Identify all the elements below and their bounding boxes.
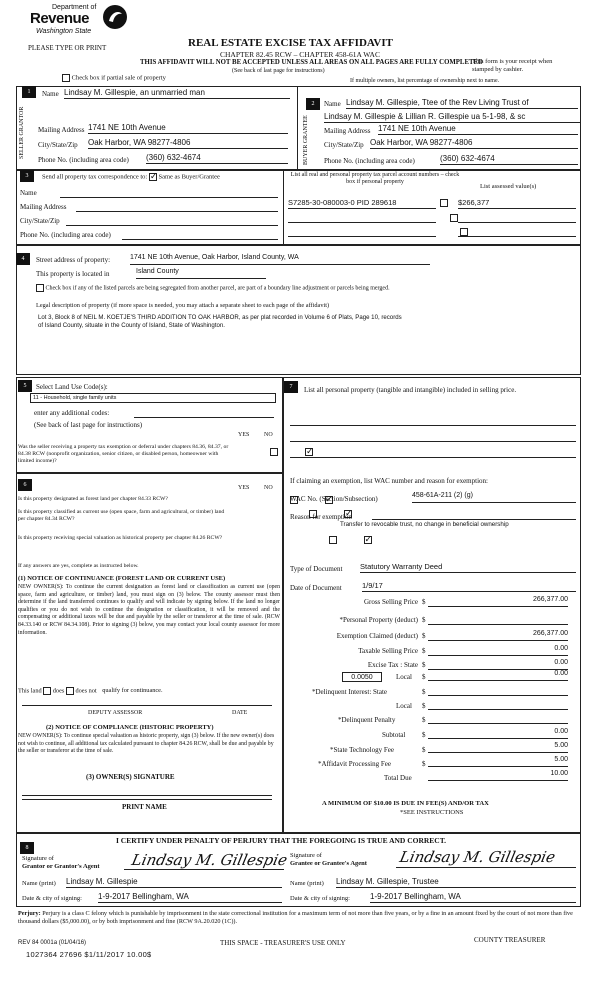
perjury-text: Perjury is a class C felony which is punishable by imprisonment in the state correctional institution for a maximum term of not more than five years, or by a fine in an amount fixed by the court of not more than five thousand dollars ($5,000.00), or by both imprisonment and fine (RCW 9A.20.020 (1C)). [18, 910, 573, 925]
same-as-buyer-checkbox[interactable] [149, 173, 157, 181]
grantee-sig-label1: Signature of [290, 852, 322, 859]
deputy-date-label: DATE [232, 710, 248, 716]
personal-property-line1[interactable] [290, 418, 576, 426]
exemption-claim-label: If claiming an exemption, list WAC number and reason for exemption: [290, 477, 488, 485]
grantor-print-name[interactable]: Lindsay M. Gillespie [66, 877, 282, 888]
tax-row-label: Taxable Selling Price [358, 647, 418, 655]
seller-phone-label: Phone No. (including area code) [38, 156, 129, 164]
total-value[interactable]: 10.00 [428, 770, 568, 781]
personal-property-note: List all personal property (tangible and intangible) included in selling price. [304, 386, 517, 394]
section-7-badge: 7 [284, 381, 298, 393]
current-use-question: Is this property classified as current use (open space, farm and agricultural, or timber) land per chapter 84.34 RCW? [18, 509, 225, 522]
seller-phone[interactable]: (360) 632-4674 [146, 153, 288, 164]
parcel-field-2[interactable] [288, 214, 436, 223]
tech-fee-currency: $ [422, 746, 426, 754]
subtotal-currency: $ [422, 731, 426, 739]
exemption-yes-checkbox[interactable] [270, 448, 278, 456]
certify-statement: I CERTIFY UNDER PENALTY OF PERJURY THAT THE FOREGOING IS TRUE AND CORRECT. [116, 836, 447, 845]
grantor-print-label: Name (print) [22, 880, 56, 887]
delinquent-penalty-currency: $ [422, 716, 426, 724]
local-currency: $ [422, 673, 426, 681]
buyer-address-label: Mailing Address [324, 127, 371, 135]
tax-row-currency: $ [422, 661, 426, 669]
buyer-name-label: Name [324, 100, 341, 108]
seller-name[interactable]: Lindsay M. Gillespie, an unmarried man [64, 88, 290, 99]
partial-sale-checkbox[interactable] [62, 74, 70, 82]
qualify-label: qualify for continuance. [102, 687, 163, 695]
additional-codes-label: enter any additional codes: [34, 409, 110, 417]
parcel-number[interactable]: S7285-30-080003-0 PID 289618 [288, 198, 436, 209]
delinquent-state-field[interactable] [428, 686, 568, 696]
assessed-field-2[interactable] [458, 214, 576, 223]
buyer-city[interactable]: Oak Harbor, WA 98277-4806 [370, 138, 578, 149]
seller-name-label: Name [42, 90, 59, 98]
owner-signature-label: (3) OWNER(S) SIGNATURE [86, 773, 175, 781]
property-county[interactable]: Island County [136, 268, 266, 279]
notice2-body: NEW OWNER(S): To continue special valuation as historic property, sign (3) below. If the new owner(s) does not wish to continue, all additional tax calculated pursuant to chapter 84.26 RCW, shall be due and payable by the seller or transferor at the time of sale. [18, 733, 275, 755]
forest-question: Is this property designated as forest land per chapter 84.33 RCW? [18, 496, 168, 502]
seller-city[interactable]: Oak Harbor, WA 98277-4806 [88, 138, 288, 149]
reason-line[interactable] [372, 511, 576, 520]
s6-yes-header: YES [238, 485, 250, 491]
grantee-sig-label2: Grantee or Grantee's Agent [290, 860, 367, 867]
does-not-checkbox[interactable] [66, 687, 74, 695]
grantee-signature: Lindsay M. Gillespie [398, 848, 557, 866]
delinquent-state-currency: $ [422, 688, 426, 696]
additional-codes-field[interactable] [134, 409, 274, 418]
delinquent-penalty-label: *Delinquent Penalty [338, 716, 396, 724]
owner-print-line[interactable] [22, 794, 272, 800]
tax-row-value[interactable] [428, 614, 568, 625]
form-warning: THIS AFFIDAVIT WILL NOT BE ACCEPTED UNLESS ALL AREAS ON ALL PAGES ARE FULLY COMPLETED [140, 59, 483, 66]
personal-property-line3[interactable] [290, 450, 576, 458]
personal-property-line2[interactable] [290, 434, 576, 442]
delinquent-local-field[interactable] [428, 700, 568, 710]
s3-phone-field[interactable] [122, 231, 278, 240]
tech-fee-label: *State Technology Fee [330, 746, 394, 754]
perjury-statement [18, 910, 580, 926]
segregated-label: Check box if any of the listed parcels are being segregated from another parcel, are part of a boundary line adjustment or parcels being merged. [45, 285, 390, 292]
section-3-badge: 3 [20, 170, 34, 182]
tech-fee-value[interactable]: 5.00 [428, 742, 568, 753]
buyer-name-line1[interactable]: Lindsay M. Gillespie, Ttee of the Rev Living Trust of [346, 98, 578, 109]
seller-side-label: SELLER GRANTOR [19, 106, 25, 160]
subtotal-label: Subtotal [382, 731, 406, 739]
local-value[interactable]: 0.00 [428, 670, 568, 681]
total-label: Total Due [384, 774, 412, 782]
form-number: REV 84 0001a (01/04/16) [18, 940, 87, 946]
parcel-personal-checkbox-1[interactable] [440, 199, 448, 207]
wac-label: WAC No. (Section/Subsection) [290, 495, 378, 503]
parcel-field-3[interactable] [288, 228, 436, 237]
section-8-badge: 8 [20, 842, 34, 854]
doc-type-label: Type of Document [290, 565, 343, 573]
s5-no-header: NO [264, 432, 273, 438]
tax-row-value[interactable]: 266,377.00 [428, 596, 568, 607]
seller-address[interactable]: 1741 NE 10th Avenue [88, 123, 288, 134]
send-correspondence-row [42, 173, 220, 181]
print-name-label: PRINT NAME [122, 803, 167, 811]
grantor-signature: Lindsay M. Gillespie [130, 851, 289, 869]
section-5-badge: 5 [18, 380, 32, 392]
section-4-badge: 4 [16, 253, 30, 265]
grantor-date-city[interactable]: 1-9-2017 Bellingham, WA [98, 892, 282, 903]
property-street[interactable]: 1741 NE 10th Avenue, Oak Harbor, Island County, WA [130, 254, 430, 265]
s3-city-field[interactable] [66, 217, 278, 226]
land-use-label: Select Land Use Code(s): [36, 383, 108, 391]
wac-number[interactable]: 458-61A-211 (2) (g) [412, 492, 576, 503]
grantee-date-label: Date & city of signing: [290, 895, 350, 902]
grantor-sig-label1: Signature of [22, 855, 54, 862]
grantee-print-name[interactable]: Lindsay M. Gillespie, Trustee [336, 877, 576, 888]
delinquent-penalty-field[interactable] [428, 714, 568, 724]
grantor-sig-label2: Grantor or Grantor's Agent [22, 863, 100, 870]
notice1-body: NEW OWNER(S): To continue the current designation as forest land or classification as current use (open space, farm and agriculture, or timber) land, you must sign on (3) below. The county assessor must then determine if the land transferred continues to qualify and will indicate by signing below. If the land no longer qualifies or you do not wish to continue the designation or classification, it will be removed and the compensating or additional taxes will be due and payable by the seller or transferor at the time of sale. (RCW 84.33.140 or RCW 84.34.108). Prior to signing (3) below, you may contact your local county assessor for more information. [18, 584, 280, 636]
treasurer-space-label: THIS SPACE - TREASURER'S USE ONLY [220, 939, 346, 947]
tax-row-label: Excise Tax : State [367, 661, 418, 669]
s3-city-label: City/State/Zip [20, 217, 60, 225]
delinquent-local-label: Local [396, 702, 412, 710]
s3-name-label: Name [20, 189, 37, 197]
s3-name-field[interactable] [60, 189, 278, 198]
multiple-owners-note: If multiple owners, list percentage of ownership next to name. [350, 78, 500, 84]
notice2-title: (2) NOTICE OF COMPLIANCE (HISTORIC PROPERTY) [46, 724, 214, 731]
continuance-row [18, 687, 163, 695]
seller-city-label: City/State/Zip [38, 141, 78, 149]
assessed-header: List assessed value(s) [480, 183, 537, 190]
local-rate[interactable]: 0.0050 [342, 672, 382, 682]
deputy-assessor-label: DEPUTY ASSESSOR [88, 710, 143, 716]
buyer-side-label: BUYER GRANTEE [303, 115, 309, 165]
tax-row-currency: $ [422, 647, 426, 655]
parcel-header: List all real and personal property tax parcel account numbers – check box if personal property [290, 172, 460, 185]
reason-label: Reason for exemption [290, 513, 352, 521]
dept-line2: Revenue [30, 10, 90, 27]
dept-line3: Washington State [36, 28, 92, 35]
s3-address-field[interactable] [76, 203, 278, 212]
affidavit-fee-currency: $ [422, 760, 426, 768]
tax-row-value[interactable]: 0.00 [428, 659, 568, 670]
tax-row-label: Gross Selling Price [363, 598, 418, 606]
grantor-date-label: Date & city of signing: [22, 895, 82, 902]
buyer-phone[interactable]: (360) 632-4674 [440, 154, 578, 165]
cashier-receipt-stamp: 1027364 27696 $1/11/2017 10.00$ [26, 950, 152, 959]
affidavit-fee-label: *Affidavit Processing Fee [318, 760, 391, 768]
legal-description-line1[interactable]: Lot 3, Block 8 of NEIL M. KOETJE'S THIRD ADDITION TO OAK HARBOR, as per plat recorded in Volume 6 of Plats, Page 10, records [38, 314, 402, 321]
s5-yes-header: YES [238, 432, 250, 438]
buyer-address[interactable]: 1741 NE 10th Avenue [378, 124, 578, 135]
delinquent-local-currency: $ [422, 702, 426, 710]
s6-no-header: NO [264, 485, 273, 491]
partial-sale-label: Check box if partial sale of property [71, 74, 166, 82]
doc-date[interactable]: 1/9/17 [362, 581, 576, 592]
tax-row-currency: $ [422, 598, 426, 606]
doc-type[interactable]: Statutory Warranty Deed [360, 562, 576, 573]
does-not-label: does not [75, 687, 97, 695]
parcel-personal-checkbox-2[interactable] [450, 214, 458, 222]
segregated-row [36, 284, 390, 292]
section-6-badge: 6 [18, 479, 32, 491]
historic-question: Is this property receiving special valuation as historical property per chapter 84.26 RCW? [18, 535, 223, 541]
section-2-badge: 2 [306, 98, 320, 110]
assessed-value[interactable]: $266,377 [458, 198, 576, 209]
tax-row-value[interactable]: 0.00 [428, 645, 568, 656]
delinquent-state-label: *Delinquent Interest: State [312, 688, 388, 696]
land-use-code-select[interactable]: 11 - Household, single family units [30, 393, 276, 403]
form-chapter: CHAPTER 82.45 RCW – CHAPTER 458-61A WAC [220, 50, 380, 59]
tax-row-label: Exemption Claimed (deduct) [336, 632, 418, 640]
any-yes-note: If any answers are yes, complete as instructed below. [18, 563, 139, 569]
partial-sale-row [62, 74, 166, 82]
reason-text[interactable]: Transfer to revocable trust, no change in beneficial ownership [340, 521, 509, 528]
does-checkbox[interactable] [43, 687, 51, 695]
buyer-city-label: City/State/Zip [324, 141, 364, 149]
please-type: PLEASE TYPE OR PRINT [28, 44, 107, 52]
exemption-question: Was the seller receiving a property tax exemption or deferral under chapters 84.36, 84.37, or 84.38 RCW (nonprofit organization, senior citizen, or disabled person, homeowner with limited income)? [18, 444, 229, 464]
assessed-field-3[interactable] [458, 228, 576, 237]
local-label: Local [396, 673, 412, 681]
dept-line1: Department of [52, 4, 97, 11]
grantee-print-label: Name (print) [290, 880, 324, 887]
notice1-title: (1) NOTICE OF CONTINUANCE (FOREST LAND OR CURRENT USE) [18, 575, 226, 582]
does-label: does [52, 687, 65, 695]
same-as-buyer-label: Same as Buyer/Grantee [158, 173, 220, 181]
s3-address-label: Mailing Address [20, 203, 67, 211]
perjury-label: Perjury: [18, 910, 41, 917]
form-title: REAL ESTATE EXCISE TAX AFFIDAVIT [188, 37, 393, 49]
subtotal-value[interactable]: 0.00 [428, 728, 568, 739]
tax-row-currency: $ [422, 616, 426, 624]
legal-description-line2[interactable]: of Island County, situate in the County of Island, State of Washington. [38, 322, 225, 329]
s3-phone-label: Phone No. (including area code) [20, 231, 111, 239]
this-land-label: This land [18, 687, 42, 695]
see-back-header: (See back of last page for instructions) [232, 68, 325, 74]
legal-label: Legal description of property (if more space is needed, you may attach a separate sheet to each page of the affidavit) [36, 302, 330, 309]
see-instructions: *SEE INSTRUCTIONS [400, 809, 464, 816]
buyer-phone-label: Phone No. (including area code) [324, 157, 415, 165]
dor-logo-icon [102, 4, 128, 30]
send-label: Send all property tax correspondence to: [42, 173, 148, 181]
county-treasurer-label: COUNTY TREASURER [474, 936, 546, 944]
section-1-badge: 1 [22, 86, 36, 98]
s5-see-back: (See back of last page for instructions) [34, 421, 143, 429]
minimum-due-note: A MINIMUM OF $10.00 IS DUE IN FEE(S) AND/OR TAX [322, 800, 489, 807]
receipt-note: This form is your receipt when stamped by cashier. [472, 58, 553, 73]
segregated-checkbox[interactable] [36, 284, 44, 292]
tax-row-label: *Personal Property (deduct) [339, 616, 418, 624]
seller-address-label: Mailing Address [38, 126, 85, 134]
located-label: This property is located in [36, 270, 110, 278]
affidavit-fee-value[interactable]: 5.00 [428, 756, 568, 767]
deputy-assessor-line[interactable] [22, 700, 272, 706]
tax-row-value[interactable]: 266,377.00 [428, 630, 568, 641]
tax-row-currency: $ [422, 632, 426, 640]
street-label: Street address of property: [36, 256, 111, 264]
dor-logo [30, 4, 140, 38]
grantee-date-city[interactable]: 1-9-2017 Bellingham, WA [370, 892, 576, 903]
buyer-name-line2[interactable]: Lindsay M. Gillespie & Lillian R. Gillespie ua 5-1-98, & sc [324, 112, 580, 123]
doc-date-label: Date of Document [290, 584, 342, 592]
